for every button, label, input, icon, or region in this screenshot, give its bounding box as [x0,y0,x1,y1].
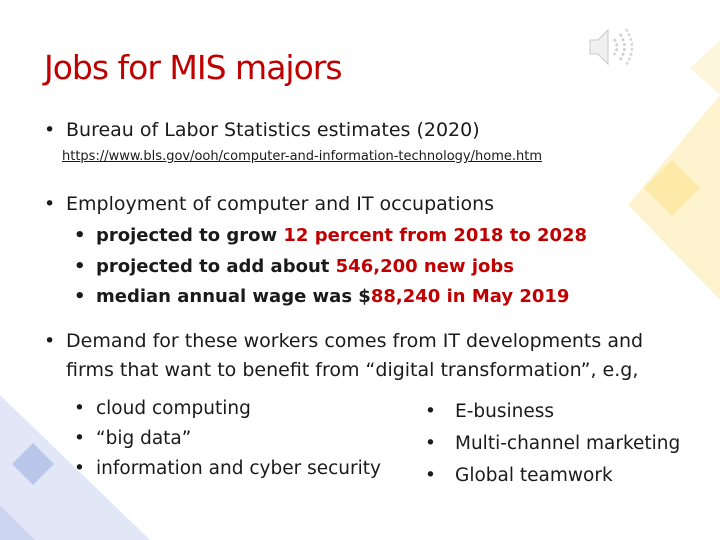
highlight-text: 12 percent from 2018 to 2028 [283,225,588,246]
list-item-security [74,458,381,479]
bullet-marker: • [44,330,56,352]
bullet-text: Bureau of Labor Statistics estimates (2020) [66,119,480,141]
list-item-teamwork [425,465,613,486]
slide-title: Jobs for MIS majors [44,48,342,87]
bullet-marker: • [74,256,86,277]
bullet-marker: • [74,458,85,479]
bullet-marker: • [44,193,56,215]
sub-bullet-text: median annual wage was $ [96,286,371,307]
list-item-marketing [425,433,680,454]
sub-bullet-text: projected to grow [96,225,284,246]
bls-link[interactable]: https://www.bls.gov/ooh/computer-and-information-technology/home.htm [62,149,542,164]
bullet-marker: • [74,398,85,419]
list-item-text: cloud computing [96,398,251,419]
list-item-text: Global teamwork [455,465,613,486]
bullet-text: Employment of computer and IT occupations [66,193,495,215]
list-item-text: E-business [455,401,554,422]
bullet-demand [44,330,643,352]
sub-bullet-wage [74,286,569,307]
list-item-big-data [74,428,191,449]
bullet-bls [44,119,480,141]
bullet-marker: • [74,225,86,246]
bullet-text: Demand for these workers comes from IT developments and [66,330,644,352]
sub-bullet-jobs [74,256,514,277]
bullet-marker: • [425,401,436,422]
bullet-marker: • [44,119,56,141]
sub-bullet-text: projected to add about [96,256,336,277]
bullet-employment [44,193,494,215]
list-item-text: information and cyber security [96,458,381,479]
bullet-marker: • [74,428,85,449]
list-item-text: Multi-channel marketing [455,433,681,454]
list-item-ebusiness [425,401,554,422]
deco-yellow-top [690,40,720,95]
bullet-marker: • [425,465,436,486]
list-item-cloud [74,398,251,419]
highlight-text: 88,240 in May 2019 [370,286,570,307]
bullet-marker: • [425,433,436,454]
sub-bullet-growth [74,225,587,246]
list-item-text: “big data” [96,428,192,449]
bullet-marker: • [74,286,86,307]
bullet-demand-continued: firms that want to benefit from “digital transformation”, e.g, [66,359,639,381]
speaker-icon[interactable] [584,22,644,72]
highlight-text: 546,200 new jobs [335,256,514,277]
